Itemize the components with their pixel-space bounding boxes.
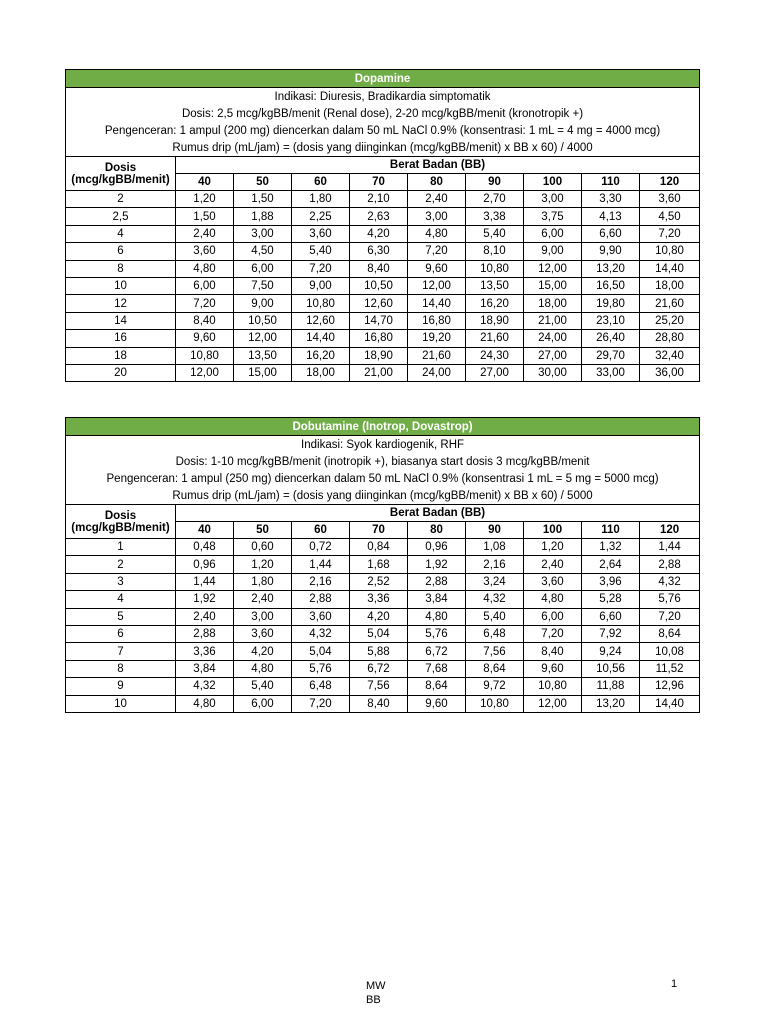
- dose-column-header: [66, 157, 176, 191]
- rate-cell: 6,00: [234, 260, 292, 277]
- dobutamine-table: [65, 417, 700, 713]
- rate-cell: 21,60: [640, 295, 700, 312]
- table-row: [66, 678, 700, 695]
- rate-cell: 12,00: [408, 277, 466, 294]
- rate-cell: 7,56: [350, 678, 408, 695]
- rate-cell: 7,20: [292, 695, 350, 712]
- rate-cell: 3,00: [234, 608, 292, 625]
- rate-cell: 18,00: [524, 295, 582, 312]
- rate-cell: 9,24: [582, 643, 640, 660]
- rate-cell: 2,52: [350, 573, 408, 590]
- rate-cell: 8,64: [408, 678, 466, 695]
- rate-cell: 7,20: [640, 225, 700, 242]
- dose-cell: 2: [66, 556, 176, 573]
- rate-cell: 2,64: [582, 556, 640, 573]
- rate-cell: 10,50: [234, 312, 292, 329]
- rate-cell: 4,80: [176, 260, 234, 277]
- rate-cell: 6,72: [350, 660, 408, 677]
- rate-cell: 13,20: [582, 695, 640, 712]
- rate-cell: 5,04: [350, 625, 408, 642]
- dose-cell: 2: [66, 191, 176, 208]
- dose-cell: 1: [66, 539, 176, 556]
- rate-cell: 7,20: [640, 608, 700, 625]
- dose-cell: 8: [66, 660, 176, 677]
- rate-cell: 13,50: [234, 347, 292, 364]
- rate-cell: 21,00: [350, 364, 408, 381]
- footer-line2: BB: [366, 994, 381, 1006]
- table-row: [66, 364, 700, 381]
- table-row: [66, 243, 700, 260]
- rate-cell: 7,68: [408, 660, 466, 677]
- rate-cell: 18,00: [292, 364, 350, 381]
- weight-header-100: 100: [524, 522, 582, 539]
- rate-cell: 14,40: [292, 330, 350, 347]
- rate-cell: 4,80: [234, 660, 292, 677]
- table-row: [66, 643, 700, 660]
- rate-cell: 1,20: [524, 539, 582, 556]
- rate-cell: 18,90: [466, 312, 524, 329]
- rate-cell: 6,00: [176, 277, 234, 294]
- weight-header-40: 40: [176, 522, 234, 539]
- rate-cell: 3,60: [292, 225, 350, 242]
- dose-cell: 3: [66, 573, 176, 590]
- rate-cell: 3,60: [234, 625, 292, 642]
- rate-cell: 8,40: [176, 312, 234, 329]
- rate-cell: 16,80: [350, 330, 408, 347]
- dose-cell: 6: [66, 625, 176, 642]
- table-title: Dopamine: [66, 70, 700, 88]
- dose-cell: 2,5: [66, 208, 176, 225]
- rate-cell: 1,20: [234, 556, 292, 573]
- rate-cell: 16,20: [466, 295, 524, 312]
- indication-text: Indikasi: Diuresis, Bradikardia simptomatik: [66, 88, 700, 106]
- rate-cell: 12,00: [176, 364, 234, 381]
- rate-cell: 7,56: [466, 643, 524, 660]
- rate-cell: 4,32: [292, 625, 350, 642]
- weight-header-50: 50: [234, 174, 292, 191]
- table-row: [66, 573, 700, 590]
- rate-cell: 6,00: [524, 608, 582, 625]
- rate-cell: 3,60: [292, 608, 350, 625]
- rate-cell: 0,84: [350, 539, 408, 556]
- rate-cell: 6,48: [466, 625, 524, 642]
- dilution-text: Pengenceran: 1 ampul (200 mg) diencerkan dalam 50 mL NaCl 0.9% (konsentrasi: 1 mL = 4 mg = 4000 mcg): [66, 122, 700, 139]
- weight-header-120: 120: [640, 174, 700, 191]
- rate-cell: 4,32: [466, 591, 524, 608]
- dose-cell: 5: [66, 608, 176, 625]
- rate-cell: 5,76: [408, 625, 466, 642]
- dose-header-line1: Dosis: [104, 161, 137, 174]
- rate-cell: 1,68: [350, 556, 408, 573]
- rate-cell: 19,80: [582, 295, 640, 312]
- rate-cell: 6,00: [524, 225, 582, 242]
- rate-cell: 32,40: [640, 347, 700, 364]
- rate-cell: 27,00: [466, 364, 524, 381]
- dose-cell: 7: [66, 643, 176, 660]
- rate-cell: 7,92: [582, 625, 640, 642]
- rate-cell: 5,88: [350, 643, 408, 660]
- rate-cell: 2,88: [640, 556, 700, 573]
- rate-cell: 1,32: [582, 539, 640, 556]
- rate-cell: 9,00: [234, 295, 292, 312]
- rate-cell: 4,32: [176, 678, 234, 695]
- rate-cell: 1,50: [176, 208, 234, 225]
- rate-cell: 9,00: [524, 243, 582, 260]
- rate-cell: 10,80: [640, 243, 700, 260]
- table-row: [66, 625, 700, 642]
- rate-cell: 8,64: [466, 660, 524, 677]
- rate-cell: 8,10: [466, 243, 524, 260]
- rate-cell: 5,04: [292, 643, 350, 660]
- rate-cell: 4,20: [350, 225, 408, 242]
- rate-cell: 1,20: [176, 191, 234, 208]
- table-row: [66, 556, 700, 573]
- dose-cell: 18: [66, 347, 176, 364]
- rate-cell: 2,25: [292, 208, 350, 225]
- rate-cell: 7,20: [176, 295, 234, 312]
- table-row: [66, 330, 700, 347]
- weight-header-110: 110: [582, 522, 640, 539]
- rate-cell: 24,30: [466, 347, 524, 364]
- rate-cell: 12,96: [640, 678, 700, 695]
- rate-cell: 11,88: [582, 678, 640, 695]
- rate-cell: 3,30: [582, 191, 640, 208]
- dose-cell: 4: [66, 591, 176, 608]
- dilution-text: Pengenceran: 1 ampul (250 mg) diencerkan dalam 50 mL NaCl 0.9% (konsentrasi 1 mL = 5 mg = 5000 mcg): [66, 470, 700, 487]
- rate-cell: 5,40: [234, 678, 292, 695]
- indication-text: Indikasi: Syok kardiogenik, RHF: [66, 436, 700, 454]
- weight-header-70: 70: [350, 174, 408, 191]
- rate-cell: 12,00: [524, 695, 582, 712]
- dose-column-header: [66, 505, 176, 539]
- rate-cell: 4,50: [234, 243, 292, 260]
- rate-cell: 14,40: [408, 295, 466, 312]
- weight-header-80: 80: [408, 522, 466, 539]
- weight-header-80: 80: [408, 174, 466, 191]
- rate-cell: 0,60: [234, 539, 292, 556]
- rate-cell: 7,50: [234, 277, 292, 294]
- dose-header-line1: Dosis: [104, 509, 137, 522]
- rate-cell: 15,00: [234, 364, 292, 381]
- rate-cell: 1,44: [640, 539, 700, 556]
- rate-cell: 2,88: [408, 573, 466, 590]
- table-row: [66, 295, 700, 312]
- rate-cell: 10,80: [524, 678, 582, 695]
- table-row: [66, 277, 700, 294]
- rate-cell: 21,00: [524, 312, 582, 329]
- rate-cell: 1,44: [292, 556, 350, 573]
- table-row: [66, 539, 700, 556]
- rate-cell: 5,40: [466, 225, 524, 242]
- dose-cell: 6: [66, 243, 176, 260]
- rate-cell: 2,40: [408, 191, 466, 208]
- rate-cell: 5,76: [640, 591, 700, 608]
- rate-cell: 9,60: [524, 660, 582, 677]
- rate-cell: 9,90: [582, 243, 640, 260]
- rate-cell: 25,20: [640, 312, 700, 329]
- rate-cell: 1,92: [176, 591, 234, 608]
- dose-cell: 20: [66, 364, 176, 381]
- rate-cell: 6,60: [582, 608, 640, 625]
- weight-group-header: Berat Badan (BB): [176, 157, 700, 174]
- rate-cell: 3,00: [234, 225, 292, 242]
- dose-header-line2: (mcg/kgBB/menit): [71, 521, 170, 534]
- rate-cell: 14,40: [640, 695, 700, 712]
- rate-cell: 18,90: [350, 347, 408, 364]
- weight-header-90: 90: [466, 174, 524, 191]
- weight-header-70: 70: [350, 522, 408, 539]
- rate-cell: 7,20: [524, 625, 582, 642]
- rate-cell: 36,00: [640, 364, 700, 381]
- rate-cell: 18,00: [640, 277, 700, 294]
- rate-cell: 24,00: [524, 330, 582, 347]
- table-row: [66, 191, 700, 208]
- table-row: [66, 260, 700, 277]
- formula-text: Rumus drip (mL/jam) = (dosis yang diinginkan (mcg/kgBB/menit) x BB x 60) / 5000: [66, 487, 700, 505]
- rate-cell: 4,50: [640, 208, 700, 225]
- rate-cell: 14,40: [640, 260, 700, 277]
- rate-cell: 8,40: [524, 643, 582, 660]
- rate-cell: 10,80: [176, 347, 234, 364]
- rate-cell: 4,13: [582, 208, 640, 225]
- rate-cell: 4,32: [640, 573, 700, 590]
- rate-cell: 2,40: [524, 556, 582, 573]
- rate-cell: 3,00: [408, 208, 466, 225]
- rate-cell: 16,20: [292, 347, 350, 364]
- rate-cell: 3,36: [176, 643, 234, 660]
- rate-cell: 3,60: [524, 573, 582, 590]
- rate-cell: 6,00: [234, 695, 292, 712]
- rate-cell: 3,84: [176, 660, 234, 677]
- table-row: [66, 312, 700, 329]
- rate-cell: 6,60: [582, 225, 640, 242]
- table-row: [66, 208, 700, 225]
- rate-cell: 0,48: [176, 539, 234, 556]
- rate-cell: 9,60: [176, 330, 234, 347]
- rate-cell: 15,00: [524, 277, 582, 294]
- rate-cell: 3,36: [350, 591, 408, 608]
- rate-cell: 3,00: [524, 191, 582, 208]
- rate-cell: 3,38: [466, 208, 524, 225]
- rate-cell: 8,40: [350, 260, 408, 277]
- rate-cell: 30,00: [524, 364, 582, 381]
- page-number: 1: [671, 978, 678, 990]
- rate-cell: 5,40: [466, 608, 524, 625]
- weight-header-100: 100: [524, 174, 582, 191]
- rate-cell: 3,24: [466, 573, 524, 590]
- rate-cell: 16,80: [408, 312, 466, 329]
- rate-cell: 6,30: [350, 243, 408, 260]
- weight-header-60: 60: [292, 522, 350, 539]
- rate-cell: 5,76: [292, 660, 350, 677]
- table-row: [66, 695, 700, 712]
- rate-cell: 12,60: [350, 295, 408, 312]
- dose-rows: [66, 191, 700, 382]
- table-row: [66, 608, 700, 625]
- rate-cell: 4,20: [234, 643, 292, 660]
- dose-rows: [66, 539, 700, 713]
- rate-cell: 10,80: [466, 695, 524, 712]
- rate-cell: 5,40: [292, 243, 350, 260]
- rate-cell: 7,20: [408, 243, 466, 260]
- rate-cell: 26,40: [582, 330, 640, 347]
- dose-cell: 9: [66, 678, 176, 695]
- rate-cell: 11,52: [640, 660, 700, 677]
- rate-cell: 14,70: [350, 312, 408, 329]
- rate-cell: 1,44: [176, 573, 234, 590]
- rate-cell: 1,80: [292, 191, 350, 208]
- rate-cell: 13,20: [582, 260, 640, 277]
- rate-cell: 3,96: [582, 573, 640, 590]
- rate-cell: 8,40: [350, 695, 408, 712]
- rate-cell: 33,00: [582, 364, 640, 381]
- rate-cell: 2,16: [292, 573, 350, 590]
- rate-cell: 9,60: [408, 695, 466, 712]
- rate-cell: 3,84: [408, 591, 466, 608]
- rate-cell: 6,48: [292, 678, 350, 695]
- rate-cell: 9,60: [408, 260, 466, 277]
- table-title: Dobutamine (Inotrop, Dovastrop): [66, 418, 700, 436]
- rate-cell: 0,96: [408, 539, 466, 556]
- rate-cell: 27,00: [524, 347, 582, 364]
- rate-cell: 8,64: [640, 625, 700, 642]
- weight-header-60: 60: [292, 174, 350, 191]
- dose-cell: 10: [66, 277, 176, 294]
- rate-cell: 10,80: [292, 295, 350, 312]
- rate-cell: 2,70: [466, 191, 524, 208]
- rate-cell: 1,50: [234, 191, 292, 208]
- rate-cell: 10,08: [640, 643, 700, 660]
- rate-cell: 3,60: [176, 243, 234, 260]
- rate-cell: 13,50: [466, 277, 524, 294]
- dose-cell: 16: [66, 330, 176, 347]
- rate-cell: 10,56: [582, 660, 640, 677]
- rate-cell: 2,40: [234, 591, 292, 608]
- rate-cell: 1,08: [466, 539, 524, 556]
- weight-header-90: 90: [466, 522, 524, 539]
- formula-text: Rumus drip (mL/jam) = (dosis yang diinginkan (mcg/kgBB/menit) x BB x 60) / 4000: [66, 139, 700, 157]
- dose-cell: 4: [66, 225, 176, 242]
- rate-cell: 4,80: [176, 695, 234, 712]
- rate-cell: 21,60: [466, 330, 524, 347]
- dose-cell: 14: [66, 312, 176, 329]
- rate-cell: 1,88: [234, 208, 292, 225]
- footer-line1: MW: [366, 980, 386, 992]
- footer-initials: [366, 979, 386, 1007]
- rate-cell: 2,40: [176, 608, 234, 625]
- weight-header-120: 120: [640, 522, 700, 539]
- dose-text: Dosis: 1-10 mcg/kgBB/menit (inotropik +), biasanya start dosis 3 mcg/kgBB/menit: [66, 453, 700, 470]
- rate-cell: 3,60: [640, 191, 700, 208]
- weight-header-40: 40: [176, 174, 234, 191]
- rate-cell: 0,96: [176, 556, 234, 573]
- weight-header-110: 110: [582, 174, 640, 191]
- rate-cell: 4,80: [408, 608, 466, 625]
- rate-cell: 24,00: [408, 364, 466, 381]
- rate-cell: 12,00: [524, 260, 582, 277]
- weight-group-header: Berat Badan (BB): [176, 505, 700, 522]
- rate-cell: 2,88: [292, 591, 350, 608]
- rate-cell: 10,50: [350, 277, 408, 294]
- table-row: [66, 660, 700, 677]
- rate-cell: 4,20: [350, 608, 408, 625]
- rate-cell: 16,50: [582, 277, 640, 294]
- rate-cell: 4,80: [408, 225, 466, 242]
- rate-cell: 9,00: [292, 277, 350, 294]
- rate-cell: 1,92: [408, 556, 466, 573]
- dose-cell: 8: [66, 260, 176, 277]
- rate-cell: 5,28: [582, 591, 640, 608]
- rate-cell: 21,60: [408, 347, 466, 364]
- rate-cell: 2,10: [350, 191, 408, 208]
- rate-cell: 12,00: [234, 330, 292, 347]
- dose-text: Dosis: 2,5 mcg/kgBB/menit (Renal dose), 2-20 mcg/kgBB/menit (kronotropik +): [66, 105, 700, 122]
- rate-cell: 2,16: [466, 556, 524, 573]
- table-row: [66, 347, 700, 364]
- rate-cell: 1,80: [234, 573, 292, 590]
- weight-header-50: 50: [234, 522, 292, 539]
- table-row: [66, 225, 700, 242]
- dose-cell: 12: [66, 295, 176, 312]
- rate-cell: 0,72: [292, 539, 350, 556]
- rate-cell: 3,75: [524, 208, 582, 225]
- rate-cell: 6,72: [408, 643, 466, 660]
- rate-cell: 9,72: [466, 678, 524, 695]
- rate-cell: 10,80: [466, 260, 524, 277]
- rate-cell: 29,70: [582, 347, 640, 364]
- rate-cell: 12,60: [292, 312, 350, 329]
- dose-cell: 10: [66, 695, 176, 712]
- rate-cell: 2,40: [176, 225, 234, 242]
- rate-cell: 28,80: [640, 330, 700, 347]
- dopamine-table: [65, 69, 700, 382]
- rate-cell: 2,63: [350, 208, 408, 225]
- dose-header-line2: (mcg/kgBB/menit): [71, 173, 170, 186]
- rate-cell: 4,80: [524, 591, 582, 608]
- rate-cell: 7,20: [292, 260, 350, 277]
- rate-cell: 23,10: [582, 312, 640, 329]
- rate-cell: 2,88: [176, 625, 234, 642]
- rate-cell: 19,20: [408, 330, 466, 347]
- table-row: [66, 591, 700, 608]
